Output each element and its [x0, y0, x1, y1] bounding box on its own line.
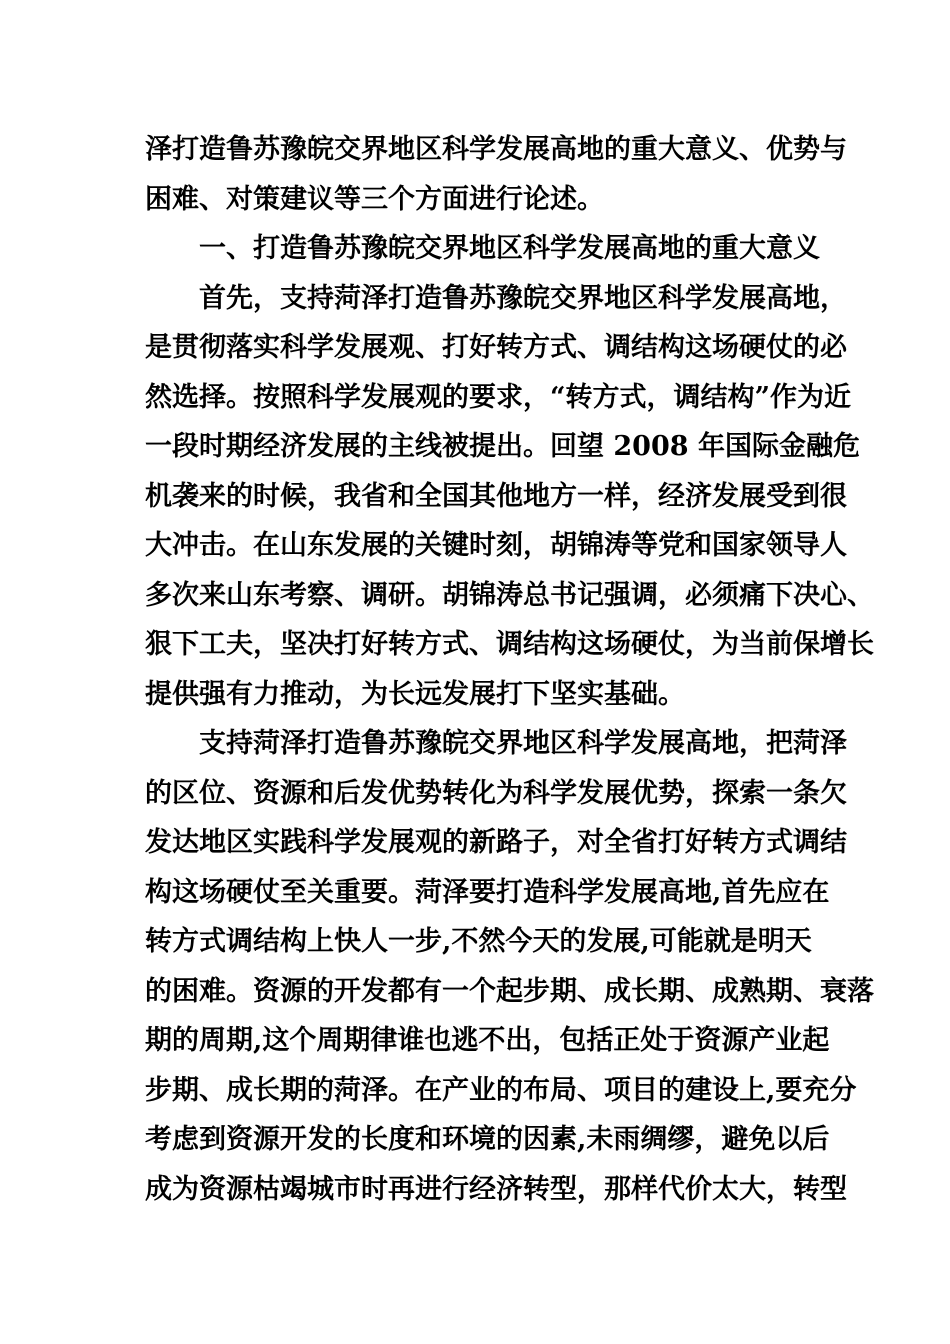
text-line: 成为资源枯竭城市时再进行经济转型，那样代价太大，转型	[145, 1173, 847, 1205]
text-line: 构这场硬仗至关重要。菏泽要打造科学发展高地,首先应在	[145, 876, 830, 908]
text-line: 困难、对策建议等三个方面进行论述。	[145, 183, 604, 215]
text-line: 一段时期经济发展的主线被提出。回望 2008 年国际金融危	[145, 431, 860, 462]
text-line: 发达地区实践科学发展观的新路子，对全省打好转方式调结	[145, 827, 847, 858]
text-line: 的区位、资源和后发优势转化为科学发展优势，探索一条欠	[145, 777, 847, 809]
text-line: 的困难。资源的开发都有一个起步期、成长期、成熟期、衰落	[145, 975, 874, 1007]
document-body	[145, 125, 874, 1214]
paragraph-first-line: 首先，支持菏泽打造鲁苏豫皖交界地区科学发展高地，	[199, 282, 847, 314]
text-line: 机袭来的时候，我省和全国其他地方一样，经济发展受到很	[145, 480, 847, 512]
paragraph-first-line: 支持菏泽打造鲁苏豫皖交界地区科学发展高地，把菏泽	[199, 728, 847, 759]
text-line: 是贯彻落实科学发展观、打好转方式、调结构这场硬仗的必	[145, 332, 847, 363]
text-line: 转方式调结构上快人一步,不然今天的发展,可能就是明天	[145, 926, 812, 957]
text-line: 大冲击。在山东发展的关键时刻，胡锦涛等党和国家领导人	[145, 530, 847, 561]
section-heading: 一、打造鲁苏豫皖交界地区科学发展高地的重大意义	[199, 233, 820, 264]
text-line: 狠下工夫，坚决打好转方式、调结构这场硬仗，为当前保增长	[145, 629, 874, 660]
text-line: 考虑到资源开发的长度和环境的因素,未雨绸缪，避免以后	[145, 1124, 830, 1155]
text-line: 期的周期,这个周期律谁也逃不出，包括正处于资源产业起	[145, 1025, 830, 1056]
text-line: 步期、成长期的菏泽。在产业的布局、项目的建设上,要充分	[145, 1074, 857, 1106]
text-line: 泽打造鲁苏豫皖交界地区科学发展高地的重大意义、优势与	[145, 134, 847, 165]
text-line: 多次来山东考察、调研。胡锦涛总书记强调，必须痛下决心、	[145, 579, 874, 611]
text-line: 然选择。按照科学发展观的要求，“转方式，调结构”作为近	[145, 381, 852, 413]
text-line: 提供强有力推动，为长远发展打下坚实基础。	[145, 678, 685, 710]
